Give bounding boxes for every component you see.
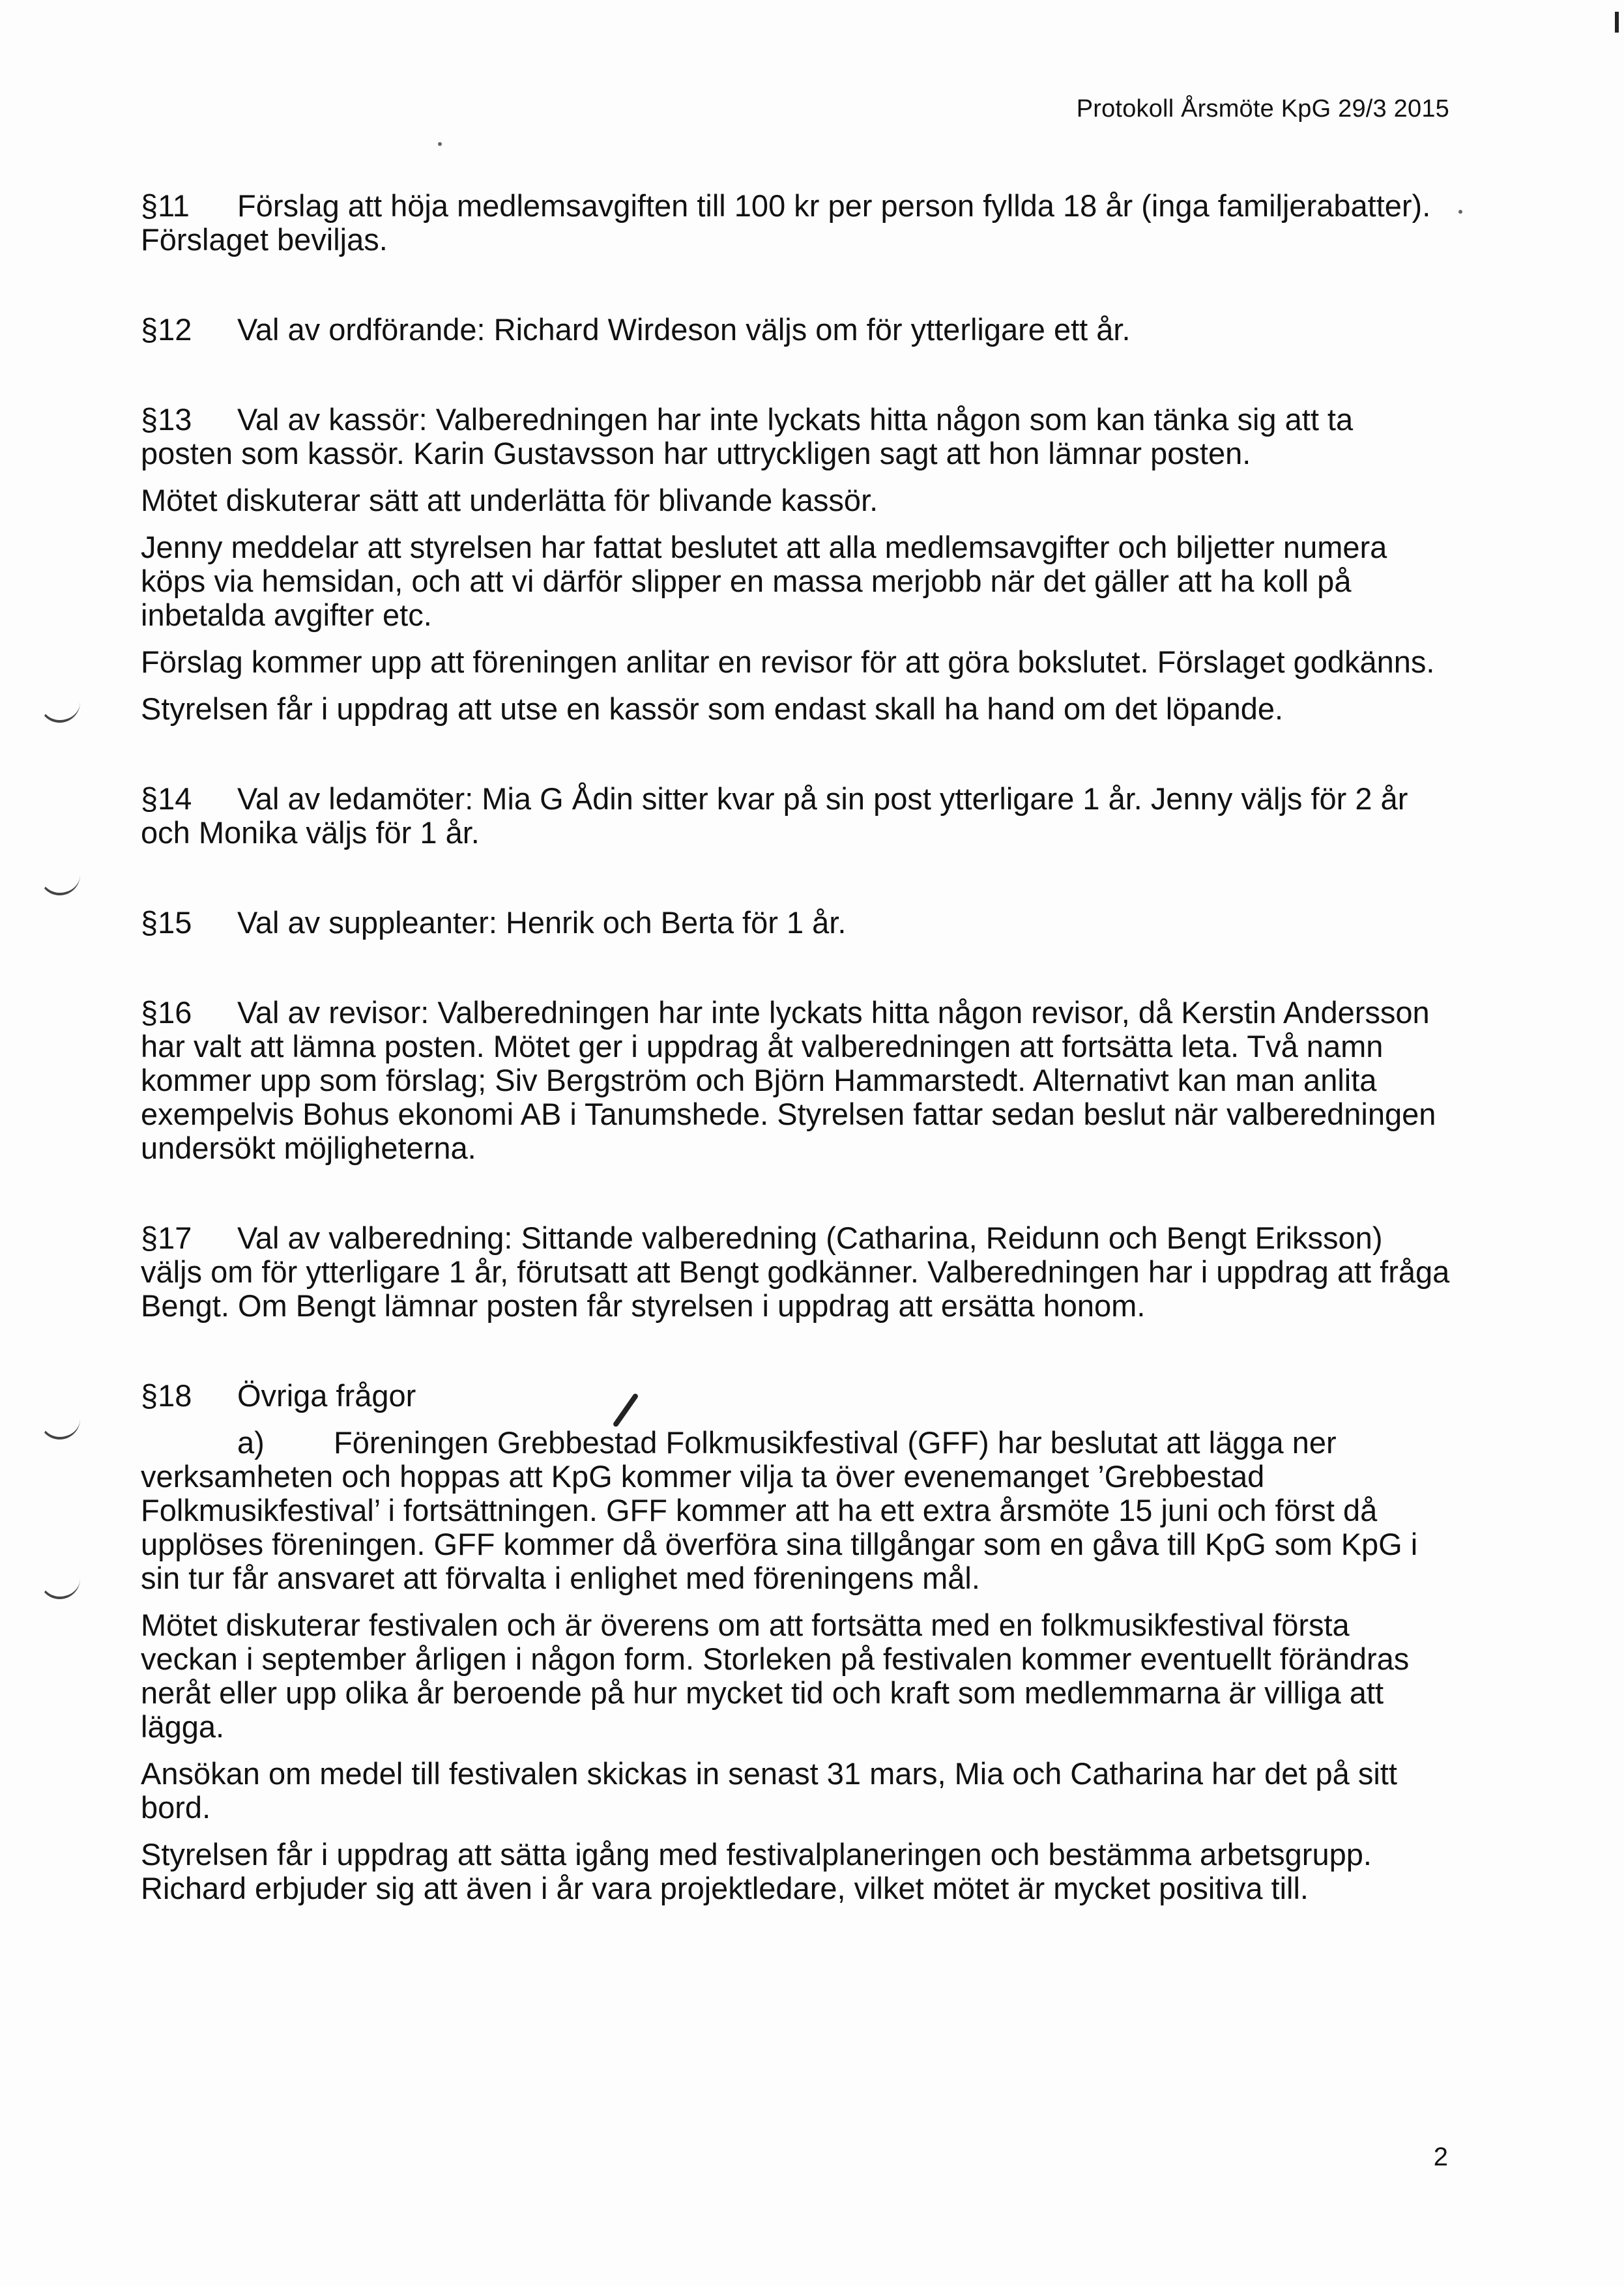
section-paragraph: Ansökan om medel till festivalen skickas in senast 31 mars, Mia och Catharina har det på sitt bord. [141, 1756, 1397, 1825]
subsection-label: a) [237, 1425, 265, 1460]
scan-edge-mark [1615, 12, 1619, 33]
section-text: Val av revisor: Valberedningen har inte lyckats hitta någon revisor, då Kerstin Andersson har valt att lämna posten. Mötet ger i uppdrag åt valberedningen att fortsätta leta. Två namn kommer upp som förslag; Siv Bergström och Björn Hammarstedt. Alternativt kan man anlita exempelvis Bohus ekonomi AB i Tanumshede. Styrelsen fattar sedan beslut när valberedningen undersökt möjligheterna. [141, 995, 1436, 1165]
section-paragraph: Mötet diskuterar festivalen och är överens om att fortsätta med en folkmusikfestival första veckan i september årligen i någon form. Storleken på festivalen kommer eventuellt förändras neråt eller upp olika år beroende på hur mycket tid och kraft som medlemmarna är villiga att lägga. [141, 1608, 1410, 1744]
section-number: §14 [141, 781, 192, 816]
section-number: §16 [141, 995, 192, 1030]
section-paragraph: Styrelsen får i uppdrag att utse en kassör som endast skall ha hand om det löpande. [141, 691, 1284, 726]
section-paragraph: Jenny meddelar att styrelsen har fattat beslutet att alla medlemsavgifter och biljetter numera köps via hemsidan, och att vi därför slipper en massa merjobb när det gäller att ha koll på inbetalda avgifter etc. [141, 530, 1387, 632]
hole-mark [39, 1398, 80, 1440]
section-12 [141, 313, 1451, 347]
section-14 [141, 782, 1451, 850]
section-15 [141, 906, 1451, 940]
hole-mark [39, 854, 80, 895]
page-header: Protokoll Årsmöte KpG 29/3 2015 [1076, 95, 1449, 123]
section-number: §18 [141, 1378, 192, 1413]
section-number: §17 [141, 1221, 192, 1255]
subsection-a [141, 1426, 1451, 1595]
section-16 [141, 996, 1451, 1165]
section-13 [141, 403, 1451, 726]
section-18 [141, 1379, 1451, 1905]
section-11 [141, 189, 1451, 257]
section-17 [141, 1221, 1451, 1323]
hole-mark [39, 681, 80, 723]
scan-speck [1458, 210, 1462, 214]
section-paragraph: Förslag kommer upp att föreningen anlitar en revisor för att göra bokslutet. Förslaget godkänns. [141, 644, 1435, 679]
section-text: Val av suppleanter: Henrik och Berta för 1 år. [237, 905, 847, 940]
section-text: Val av ledamöter: Mia G Ådin sitter kvar på sin post ytterligare 1 år. Jenny väljs för 2 år och Monika väljs för 1 år. [141, 781, 1408, 850]
section-number: §13 [141, 402, 192, 437]
section-number: §15 [141, 905, 192, 940]
section-title: Övriga frågor [237, 1378, 416, 1413]
section-number: §12 [141, 312, 192, 347]
section-paragraph: Mötet diskuterar sätt att underlätta för blivande kassör. [141, 483, 878, 517]
hole-mark [39, 1557, 80, 1599]
scan-speck [438, 142, 442, 146]
section-text: Val av ordförande: Richard Wirdeson väljs om för ytterligare ett år. [237, 312, 1131, 347]
minutes-body [141, 189, 1451, 1918]
section-text: Föreningen Grebbestad Folkmusikfestival (GFF) har beslutat att lägga ner verksamheten och hoppas att KpG kommer vilja ta över evenemanget ’Grebbestad Folkmusikfestival’ i fortsättningen. GFF kommer att ha ett extra årsmöte 15 juni och först då upplöses föreningen. GFF kommer då överföra sina tillgångar som en gåva till KpG som KpG i sin tur får ansvaret att förvalta i enlighet med föreningens mål. [141, 1425, 1418, 1595]
section-paragraph: Styrelsen får i uppdrag att sätta igång med festivalplaneringen och bestämma arbetsgrupp. Richard erbjuder sig att även i år vara projektledare, vilket mötet är mycket positiva till. [141, 1837, 1372, 1905]
section-text: Val av valberedning: Sittande valberedning (Catharina, Reidunn och Bengt Eriksson) väljs om för ytterligare 1 år, förutsatt att Bengt godkänner. Valberedningen har i uppdrag att fråga Bengt. Om Bengt lämnar posten får styrelsen i uppdrag att ersätta honom. [141, 1221, 1450, 1323]
section-text: Val av kassör: Valberedningen har inte lyckats hitta någon som kan tänka sig att ta posten som kassör. Karin Gustavsson har uttryckligen sagt att hon lämnar posten. [141, 402, 1354, 470]
section-number: §11 [141, 188, 190, 223]
page-number: 2 [1433, 2143, 1448, 2171]
section-text: Förslag att höja medlemsavgiften till 100 kr per person fyllda 18 år (inga familjerabatter). Förslaget beviljas. [141, 188, 1431, 257]
